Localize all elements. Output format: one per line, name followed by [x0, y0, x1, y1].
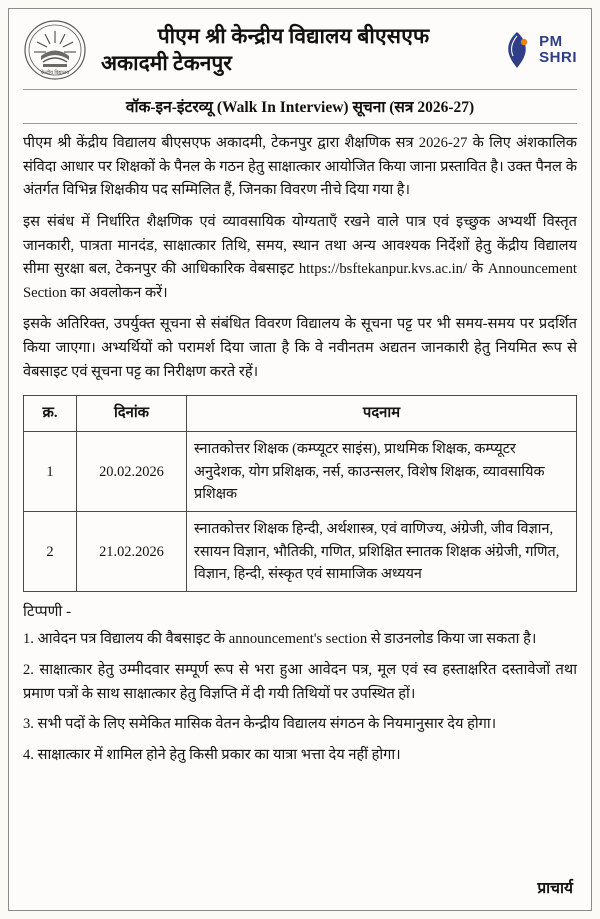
title-line-1: पीएम श्री केन्द्रीय विद्यालय बीएसएफ: [157, 24, 430, 49]
column-header-serial: क्र.: [24, 396, 77, 432]
cell-date: 21.02.2026: [77, 512, 187, 592]
cell-post: स्नातकोत्तर शिक्षक हिन्दी, अर्थशास्त्र, एवं वाणिज्य, अंग्रेजी, जीव विज्ञान, रसायन विज्ञान, भौतिकी, गणित, प्रशिक्षित स्नातक शिक्षक अंग्रेजी, गणित, विज्ञान, हिन्दी, संस्कृत एवं सामाजिक अध्ययन: [187, 512, 577, 592]
notice-sheet: [8, 8, 592, 911]
pm-shri-line-1: PM: [539, 33, 563, 51]
document-header: [23, 17, 577, 83]
note-item: 2. साक्षात्कार हेतु उम्मीदवार सम्पूर्ण रूप से भरा हुआ आवेदन पत्र, मूल एवं स्व हस्ताक्षरित दस्तावेजों तथा प्रमाण पत्रों के साथ साक्षात्कार हेतु विज्ञप्ति में दी गयी तिथियों पर उपस्थित हों।: [23, 661, 577, 702]
title-line-2: अकादमी टेकनपुर: [101, 51, 232, 75]
signature-designation: प्राचार्य: [537, 880, 573, 897]
svg-text:केन्द्रीय विद्यालय: केन्द्रीय विद्यालय: [40, 71, 70, 76]
table-row: [24, 512, 577, 592]
cell-serial: 2: [24, 512, 77, 592]
note-item: 1. आवेदन पत्र विद्यालय की वैबसाइट के announcement's section से डाउनलोड किया जा सकता है।: [23, 631, 537, 648]
pm-shri-wordmark: [539, 34, 577, 66]
schedule-table: [23, 395, 577, 592]
pm-shri-leaf-icon: [500, 30, 534, 70]
notice-subtitle: वॉक-इन-इंटरव्यू (Walk In Interview) सूचना (सत्र 2026-27): [125, 99, 475, 116]
page-title: [95, 23, 492, 77]
cell-post: स्नातकोत्तर शिक्षक (कम्प्यूटर साइंस), प्राथमिक शिक्षक, कम्प्यूटर अनुदेशक, योग प्रशिक्षक, नर्स, काउन्सलर, विशेष शिक्षक, व्यावसायिक प्रशिक्षक: [187, 432, 577, 512]
paragraph-3: इसके अतिरिक्त, उपर्युक्त सूचना से संबंधित विवरण विद्यालय के सूचना पट्ट पर भी समय-समय पर प्रदर्शित किया जाएगा। अभ्यर्थियों को परामर्श दिया जाता है कि वे नवीनतम अद्यतन जानकारी हेतु नियमित रूप से वेबसाइट एवं सूचना पट्ट का निरीक्षण करते रहें।: [23, 316, 577, 380]
table-row: [24, 432, 577, 512]
paragraph-1: पीएम श्री केंद्रीय विद्यालय बीएसएफ अकादमी, टेकनपुर द्वारा शैक्षणिक सत्र 2026-27 के लिए अंशकालिक संविदा आधार पर शिक्षकों के पैनल के गठन हेतु साक्षात्कार आयोजित किया जाना प्रस्तावित है। उक्त पैनल के अंतर्गत विभिन्न शिक्षकीय पद सम्मिलित हैं, जिनका विवरण नीचे दिया गया है।: [23, 135, 577, 199]
kv-emblem-icon: [23, 19, 87, 81]
cell-serial: 1: [24, 432, 77, 512]
note-item: 3. सभी पदों के लिए समेकित मासिक वेतन केन्द्रीय विद्यालय संगठन के नियमानुसार देय होगा।: [23, 716, 497, 733]
column-header-date: दिनांक: [77, 396, 187, 432]
pm-shri-brand: [500, 30, 577, 70]
column-header-post: पदनाम: [187, 396, 577, 432]
cell-date: 20.02.2026: [77, 432, 187, 512]
header-divider: [23, 89, 577, 90]
notes-heading: टिप्पणी -: [23, 604, 72, 621]
note-item: 4. साक्षात्कार में शामिल होने हेतु किसी प्रकार का यात्रा भत्ता देय नहीं होगा।: [23, 746, 401, 763]
paragraph-2: इस संबंध में निर्धारित शैक्षणिक एवं व्यावसायिक योग्यताएँ रखने वाले पात्र एवं इच्छुक अभ्यर्थी विस्तृत जानकारी, पात्रता मानदंड, साक्षात्कार तिथि, समय, स्थान तथा अन्य आवश्यक निर्देशों हेतु केंद्रीय विद्यालय सीमा सुरक्षा बल, टेकनपुर की आधिकारिक वेबसाइट https://bsftekanpur.kvs.ac.in/ के Announcement Section का अवलोकन करें।: [23, 213, 577, 301]
table-header-row: [24, 396, 577, 432]
pm-shri-line-2: SHRI: [539, 49, 577, 66]
subtitle-divider: [23, 123, 577, 124]
